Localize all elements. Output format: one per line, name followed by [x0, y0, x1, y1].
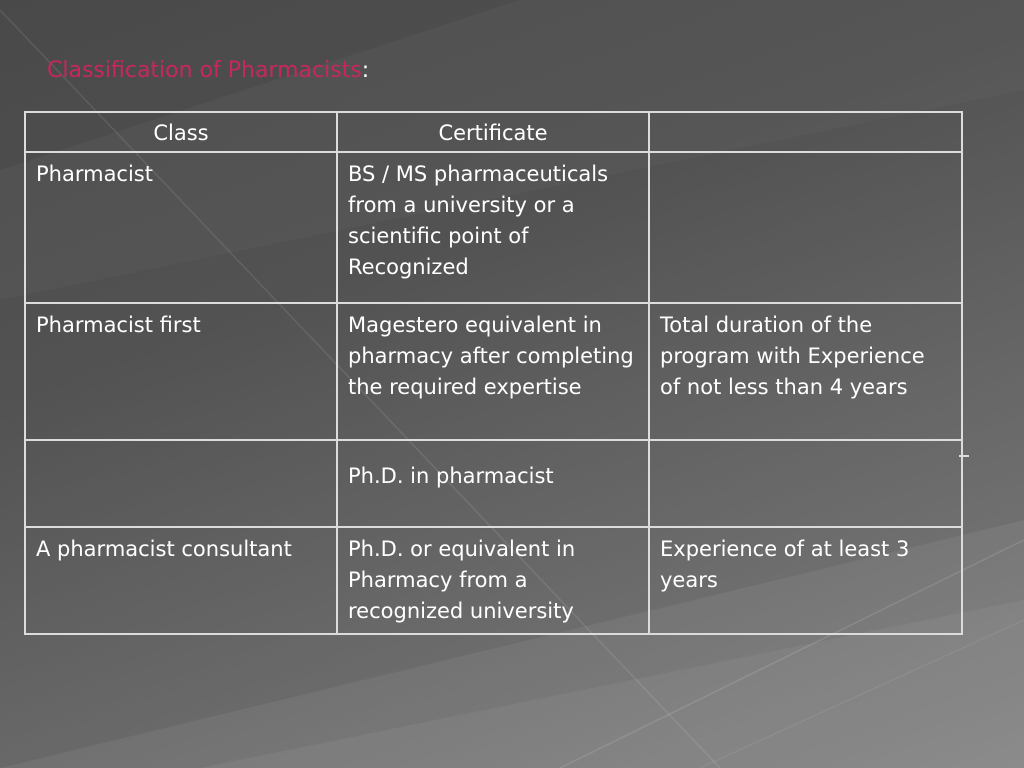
cell-certificate: Ph.D. or equivalent in Pharmacy from a recognized university	[337, 527, 649, 634]
table-row	[25, 152, 962, 303]
slide-title	[47, 57, 369, 85]
cell-requirement: Total duration of the program with Experience of not less than 4 years	[649, 303, 962, 440]
pharmacist-classification-table	[24, 111, 963, 635]
table-row	[25, 303, 962, 440]
cell-class: A pharmacist consultant	[25, 527, 337, 634]
header-cell-empty	[649, 112, 962, 152]
slide-title-colon: :	[361, 58, 370, 83]
cell-certificate: Ph.D. in pharmacist	[337, 440, 649, 527]
cell-certificate: BS / MS pharmaceuticals from a university or a scientific point of Recognized	[337, 152, 649, 303]
cell-requirement	[649, 440, 962, 527]
cell-class: Pharmacist first	[25, 303, 337, 440]
table-border-overhang	[959, 455, 969, 457]
cell-class: Pharmacist	[25, 152, 337, 303]
table-row	[25, 527, 962, 634]
cell-certificate: Magestero equivalent in pharmacy after completing the required expertise	[337, 303, 649, 440]
slide-title-text: Classification of Pharmacists	[47, 58, 362, 83]
cell-requirement: Experience of at least 3 years	[649, 527, 962, 634]
cell-class	[25, 440, 337, 527]
table-header-row	[25, 112, 962, 152]
header-cell-certificate: Certificate	[337, 112, 649, 152]
header-cell-class: Class	[25, 112, 337, 152]
cell-requirement	[649, 152, 962, 303]
table-row	[25, 440, 962, 527]
